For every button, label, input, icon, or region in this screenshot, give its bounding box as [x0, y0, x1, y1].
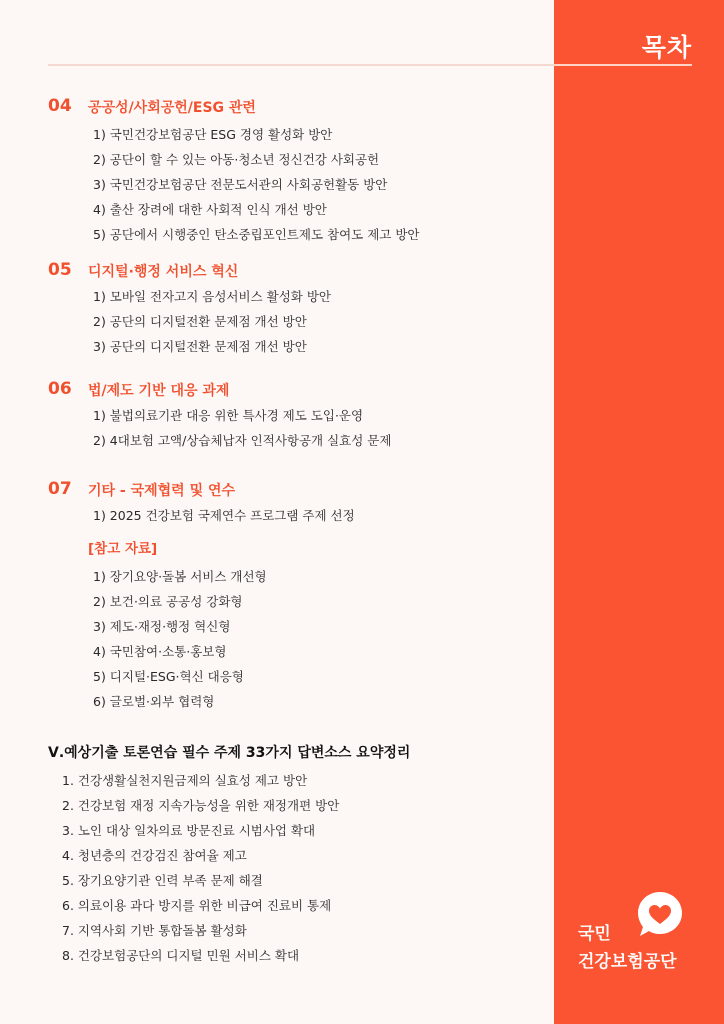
section-number: 06	[48, 379, 72, 399]
logo-text-line1: 국민	[578, 924, 611, 944]
reference-heading: [참고 자료]	[88, 541, 158, 557]
part-list	[62, 768, 339, 968]
section-06	[48, 379, 391, 453]
list-item: 3) 공단의 디지털전환 문제점 개선 방안	[93, 339, 307, 354]
section-number: 07	[48, 479, 72, 499]
list-item: 2) 보건·의료 공공성 강화형	[93, 594, 243, 609]
section-title: 공공성/사회공헌/ESG 관련	[88, 100, 256, 116]
list-item: 1) 장기요양·돌봄 서비스 개선형	[93, 569, 267, 584]
list-item: 4) 출산 장려에 대한 사회적 인식 개선 방안	[93, 202, 327, 217]
list-item: 6) 글로벌·외부 협력형	[93, 694, 215, 709]
section-title: 기타 - 국제협력 및 연수	[88, 483, 236, 499]
section-04	[48, 96, 419, 247]
list-item: 5) 공단에서 시행중인 탄소중립포인트제도 참여도 제고 방안	[93, 227, 420, 242]
list-item: 4. 청년층의 건강검진 참여율 제고	[62, 848, 247, 863]
list-item: 2) 공단의 디지털전환 문제점 개선 방안	[93, 314, 307, 329]
list-item: 7. 지역사회 기반 통합돌봄 활성화	[62, 923, 247, 938]
list-item: 3. 노인 대상 일차의료 방문진료 시범사업 확대	[62, 823, 316, 838]
list-item: 5. 장기요양기관 인력 부족 문제 해결	[62, 873, 263, 888]
list-item: 3) 국민건강보험공단 전문도서관의 사회공헌활동 방안	[93, 177, 388, 192]
list-item: 5) 디지털·ESG·혁신 대응형	[93, 669, 244, 684]
list-item: 1) 국민건강보험공단 ESG 경영 활성화 방안	[93, 127, 333, 142]
list-item: 8. 건강보험공단의 디지털 민원 서비스 확대	[62, 948, 300, 963]
section-05	[48, 260, 331, 359]
page-title: 목차	[641, 33, 692, 62]
list-item: 2) 공단이 할 수 있는 아동·청소년 정신건강 사회공헌	[93, 152, 380, 167]
sidebar-band	[554, 0, 724, 1024]
list-item: 1) 불법의료기관 대응 위한 특사경 제도 도입·운영	[93, 408, 364, 423]
list-item: 2) 4대보험 고액/상습체납자 인적사항공개 실효성 문제	[93, 433, 392, 448]
section-07	[48, 479, 355, 714]
list-item: 1) 2025 건강보험 국제연수 프로그램 주제 선정	[93, 508, 355, 523]
list-item: 6. 의료이용 과다 방지를 위한 비급여 진료비 통제	[62, 898, 332, 913]
list-item: 2. 건강보험 재정 지속가능성을 위한 재정개편 방안	[62, 798, 340, 813]
header-divider-accent	[554, 64, 692, 66]
section-title: 디지털·행정 서비스 혁신	[88, 264, 239, 280]
section-number: 05	[48, 260, 72, 280]
part-title: Ⅴ.예상기출 토론연습 필수 주제 33가지 답변소스 요약정리	[48, 745, 411, 761]
logo	[578, 890, 698, 980]
logo-text-line2: 건강보험공단	[578, 952, 677, 972]
list-item: 4) 국민참여·소통·홍보형	[93, 644, 227, 659]
list-item: 1. 건강생활실천지원금제의 실효성 제고 방안	[62, 773, 308, 788]
list-item: 3) 제도·재정·행정 혁신형	[93, 619, 231, 634]
section-number: 04	[48, 96, 72, 116]
section-title: 법/제도 기반 대응 과제	[88, 383, 230, 399]
list-item: 1) 모바일 전자고지 음성서비스 활성화 방안	[93, 289, 331, 304]
